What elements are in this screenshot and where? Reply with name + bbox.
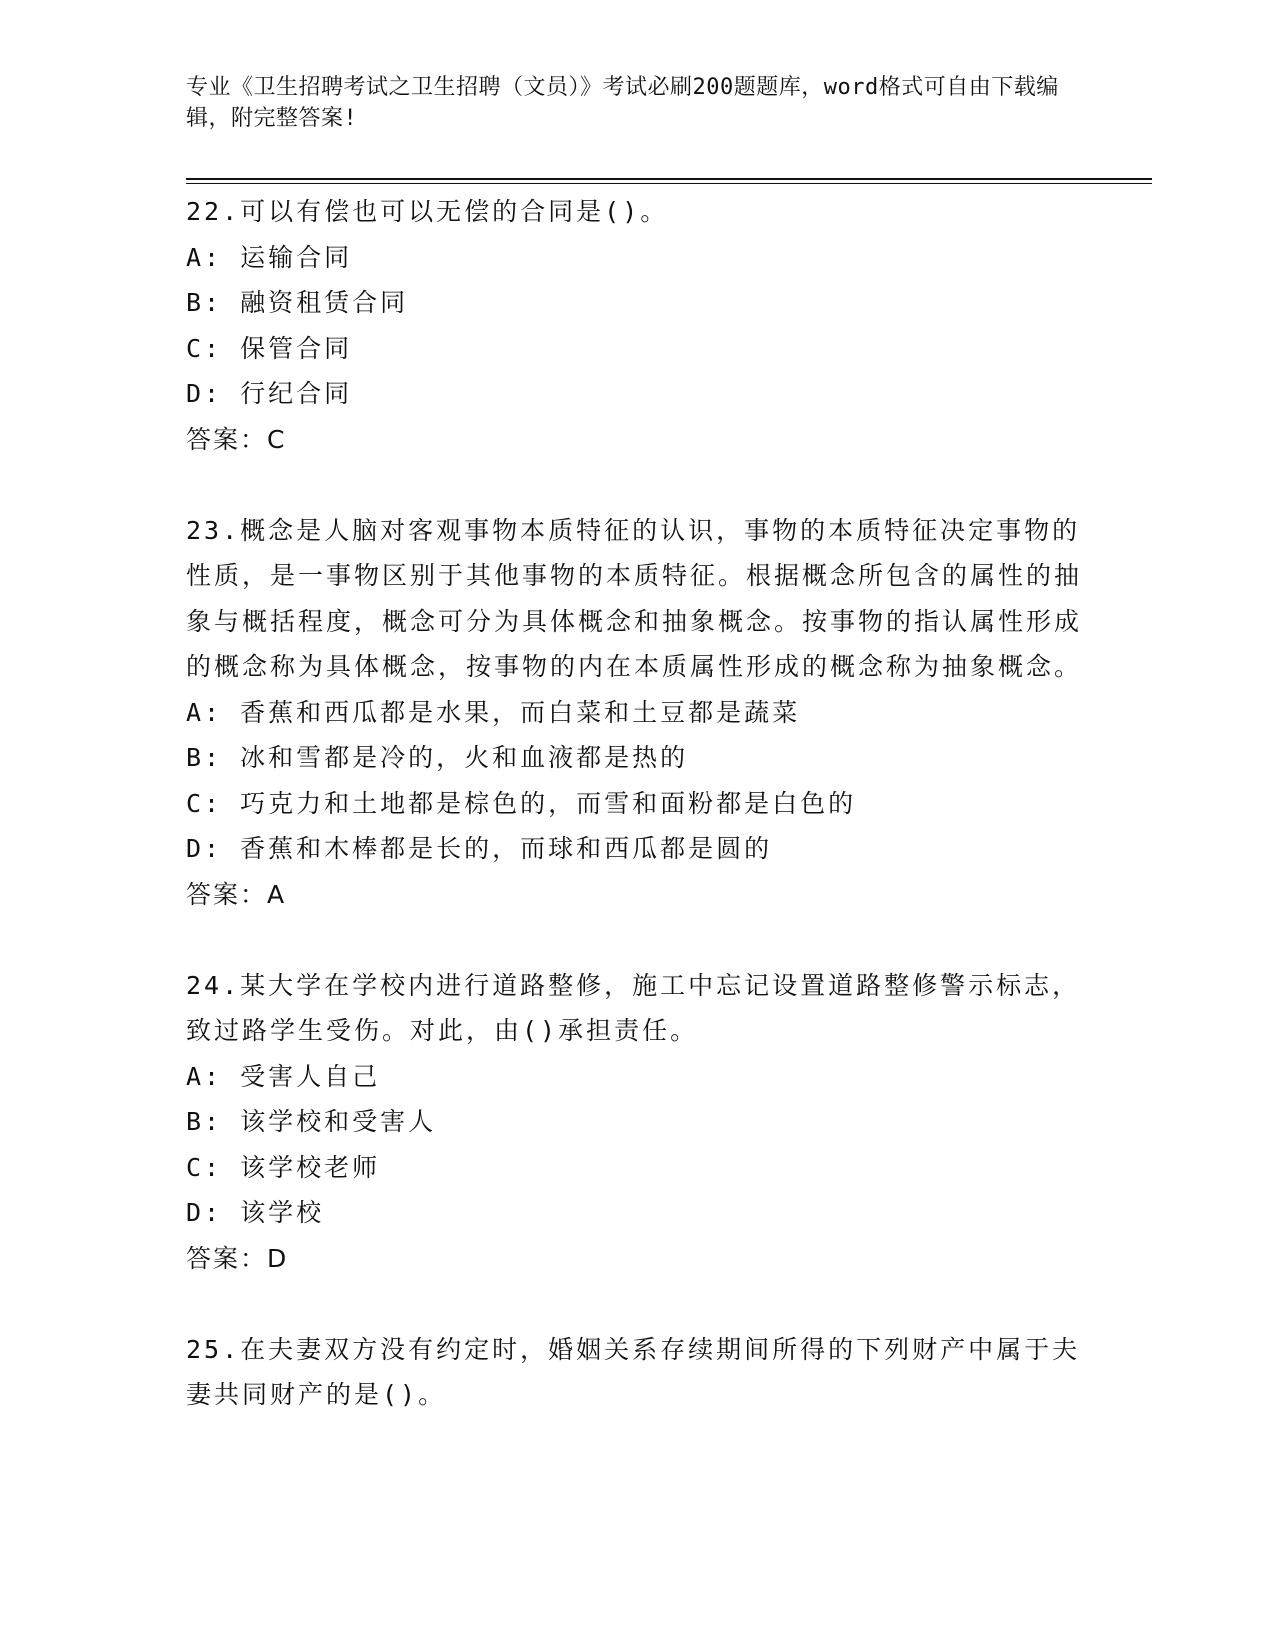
option-d: D: 行纪合同 — [186, 379, 353, 408]
question-25 — [186, 1327, 1086, 1418]
question-text: 25.在夫妻双方没有约定时，婚姻关系存续期间所得的下列财产中属于夫妻共同财产的是()。 — [186, 1334, 1081, 1409]
option-a: A: 受害人自己 — [186, 1061, 381, 1091]
answer: 答案：D — [186, 1243, 289, 1273]
option-b: B: 融资租赁合同 — [186, 288, 409, 317]
option-d: D: 该学校 — [186, 1198, 325, 1227]
option-b: B: 冰和雪都是冷的，火和血液都是热的 — [186, 743, 689, 772]
option-a: A: 运输合同 — [186, 242, 353, 272]
option-a: A: 香蕉和西瓜都是水果，而白菜和土豆都是蔬菜 — [186, 697, 801, 727]
option-b: B: 该学校和受害人 — [186, 1107, 437, 1136]
question-22 — [186, 189, 1086, 462]
answer: 答案：C — [186, 424, 287, 454]
header-rule-thick — [186, 178, 1152, 180]
answer: 答案：A — [186, 879, 287, 909]
question-text: 22.可以有偿也可以无偿的合同是()。 — [186, 197, 669, 226]
question-23 — [186, 508, 1086, 918]
question-24 — [186, 963, 1086, 1282]
option-c: C: 巧克力和土地都是棕色的，而雪和面粉都是白色的 — [186, 788, 857, 818]
document-header: 专业《卫生招聘考试之卫生招聘（文员）》考试必刷200题题库，word格式可自由下载编辑，附完整答案! — [186, 75, 1059, 131]
option-d: D: 香蕉和木棒都是长的，而球和西瓜都是圆的 — [186, 834, 773, 863]
option-c: C: 该学校老师 — [186, 1152, 381, 1182]
question-text: 24.某大学在学校内进行道路整修，施工中忘记设置道路整修警示标志，致过路学生受伤。对此，由()承担责任。 — [186, 970, 1081, 1045]
question-text: 23.概念是人脑对客观事物本质特征的认识，事物的本质特征决定事物的性质，是一事物区别于其他事物的本质特征。根据概念所包含的属性的抽象与概括程度，概念可分为具体概念和抽象概念。按事物的指认属性形成的概念称为具体概念，按事物的内在本质属性形成的概念称为抽象概念。 — [186, 515, 1083, 681]
option-c: C: 保管合同 — [186, 333, 353, 363]
question-list — [186, 189, 1086, 1463]
header-rule-thin — [186, 183, 1152, 184]
